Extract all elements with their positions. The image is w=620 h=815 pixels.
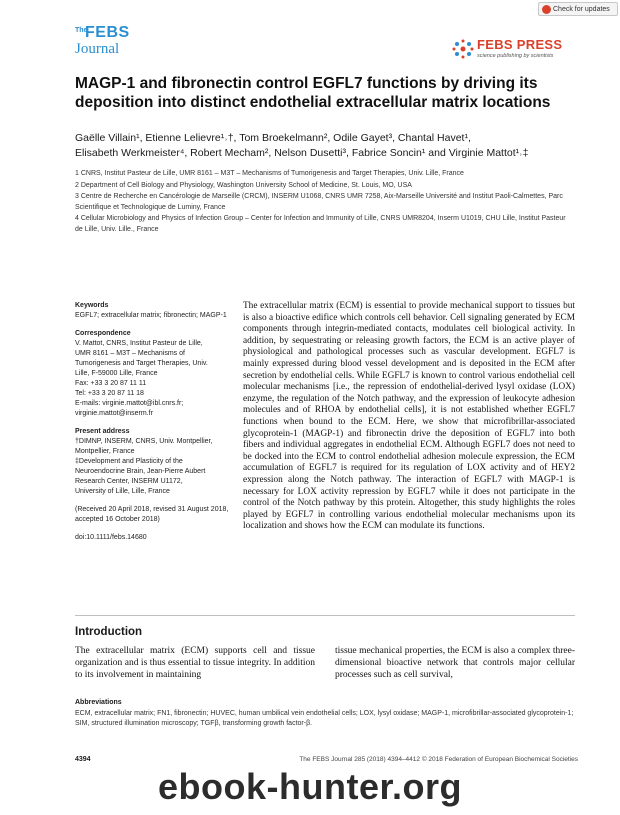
present-address-heading: Present address [75, 428, 130, 435]
affiliation-3: 3 Centre de Recherche en Cancérologie de Marseille (CRCM), INSERM U1068, CNRS UMR 7258, Aix-Marseille Université and Institut Paoli-Calmettes, Parc Scientifique et Technologique de Luminy, France [75, 193, 563, 211]
crossmark-icon [542, 5, 551, 14]
affiliation-4: 4 Cellular Microbiology and Physics of Infection Group – Center for Infection and Immunity of Lille, CNRS UMR8204, Inserm U1019, CHU Lille, Institut Pasteur de Lille, Univ. Lille., France [75, 215, 566, 233]
abbreviations-heading: Abbreviations [75, 699, 122, 706]
authors-line-2: Elisabeth Werkmeister⁴, Robert Mecham², Nelson Dusetti³, Fabrice Soncin¹ and Virginie Mattot¹˒‡ [75, 147, 529, 159]
journal-footer: The FEBS Journal 285 (2018) 4394–4412 © 2018 Federation of European Biochemical Societies [299, 756, 578, 763]
doi-link[interactable]: doi:10.1111/febs.14680 [75, 534, 147, 541]
correspondence-line: Tumorigenesis and Target Therapies, Univ. [75, 360, 208, 367]
author-list [75, 131, 575, 161]
authors-line-1: Gaëlle Villain¹, Etienne Lelievre¹˒†, Tom Broekelmann², Odile Gayet³, Chantal Havet¹, [75, 132, 471, 144]
present-address-line: Neuroendocrine Brain, Jean-Pierre Aubert [75, 468, 206, 475]
affiliations [75, 169, 575, 236]
febs-press-logo: FEBS PRESS science publishing by scientists [452, 36, 592, 66]
email-link[interactable]: virginie.mattot@inserm.fr [75, 410, 153, 417]
present-address-block [75, 427, 237, 497]
correspondence-heading: Correspondence [75, 330, 131, 337]
febs-press-dots-icon [452, 38, 474, 60]
article-title: MAGP-1 and fibronectin control EGFL7 functions by driving its deposition into distinct endothelial extracellular matrix locations [75, 75, 551, 111]
present-address-line: University of Lille, Lille, France [75, 488, 170, 495]
correspondence-line: UMR 8161 – M3T – Mechanisms of [75, 350, 185, 357]
affiliation-2: 2 Department of Cell Biology and Physiology, Washington University School of Medicine, St. Louis, MO, USA [75, 181, 412, 189]
correspondence-line: Lille, F-59000 Lille, France [75, 370, 158, 377]
section-divider [75, 615, 575, 616]
present-address-line: Research Center, INSERM U1172, [75, 478, 183, 485]
febs-journal-logo: The FEBS Journal [75, 24, 130, 57]
introduction-heading: Introduction [75, 626, 143, 638]
correspondence-line: V. Mattot, CNRS, Institut Pasteur de Lille, [75, 340, 203, 347]
introduction-column-2: tissue mechanical properties, the ECM is also a complex three-dimensional bioactive network that controls major cellular processes such as cell survival, [335, 646, 575, 680]
fax-number: Fax: +33 3 20 87 11 11 [75, 380, 147, 387]
tel-number: Tel: +33 3 20 87 11 18 [75, 390, 144, 397]
abbreviations-text: ECM, extracellular matrix; FN1, fibronectin; HUVEC, human umbilical vein endothelial cells; LOX, lysyl oxidase; MAGP-1, microfibrillar-associated glycoprotein-1; SIM, structured illumination microscopy; TGFβ, transforming growth factor-β. [75, 710, 574, 727]
present-address-line: †DIMNP, INSERM, CNRS, Univ. Montpellier, [75, 438, 213, 445]
article-info-sidebar [75, 301, 237, 551]
present-address-line: Montpellier, France [75, 448, 135, 455]
email-link[interactable]: E-mails: virginie.mattot@ibl.cnrs.fr; [75, 400, 184, 407]
keywords-text: EGFL7; extracellular matrix; fibronectin; MAGP-1 [75, 312, 227, 319]
received-dates: (Received 20 April 2018, revised 31 August 2018, accepted 16 October 2018) [75, 506, 229, 523]
introduction-column-1: The extracellular matrix (ECM) supports cell and tissue organization and is thus essential to tissue integrity. In addition to its involvement in maintaining [75, 646, 315, 680]
keywords-block [75, 301, 237, 321]
page-number: 4394 [75, 756, 91, 763]
abstract-text: The extracellular matrix (ECM) is essential to provide mechanical support to tissues but is also a bioactive edifice which controls cell behavior. Cell signaling generated by ECM components through integrin-mediated contacts, modulates cell biological activity. In addition, by sequestrating or releasing growth factors, the ECM is an active player of physiological and pathological processes such as vascular development. EGFL7 is mainly expressed during blood vessel development and is deposited in the ECM after secretion by endothelial cells. While EGFL7 is known to control various endothelial cell molecular mechanisms [i.e., the repression of endothelial-derived lysyl oxidase (LOX) enzyme, the regulation of the Notch pathway, and the expression of leukocyte adhesion molecules and of RHOA by endothelial cells], it is not established whether EGFL7 functions when bound to the ECM. Here, we show that microfibrillar-associated glycoprotein-1 (MAGP-1) and fibronectin drive the deposition of EGFL7 into both fibers and individual aggregates in endothelial ECM. Although EGFL7 does not need to be docked into the ECM to control endothelial adhesion molecule expression, the ECM accumulation of EGFL7 is required for its regulation of LOX activity and of HEY2 expression along the Notch pathway. The interaction of EGFL7 with MAGP-1 is necessary for LOX activity repression by EGFL7 while it does not participate in the control of the Notch pathway by this protein. Altogether, this study highlights the roles played by EGFL7 in controlling various endothelial molecular mechanisms upon its localization and shows how the ECM can modulate its functions. [243, 301, 575, 532]
keywords-heading: Keywords [75, 302, 109, 309]
check-for-updates-button[interactable] [538, 2, 618, 16]
check-for-updates-label: Check for updates [553, 6, 610, 13]
present-address-line: ‡Development and Plasticity of the [75, 458, 183, 465]
affiliation-1: 1 CNRS, Institut Pasteur de Lille, UMR 8161 – M3T – Mechanisms of Tumorigenesis and Target Therapies, Univ. Lille, France [75, 170, 464, 177]
watermark: ebook-hunter.org [158, 766, 462, 807]
correspondence-block [75, 329, 237, 419]
